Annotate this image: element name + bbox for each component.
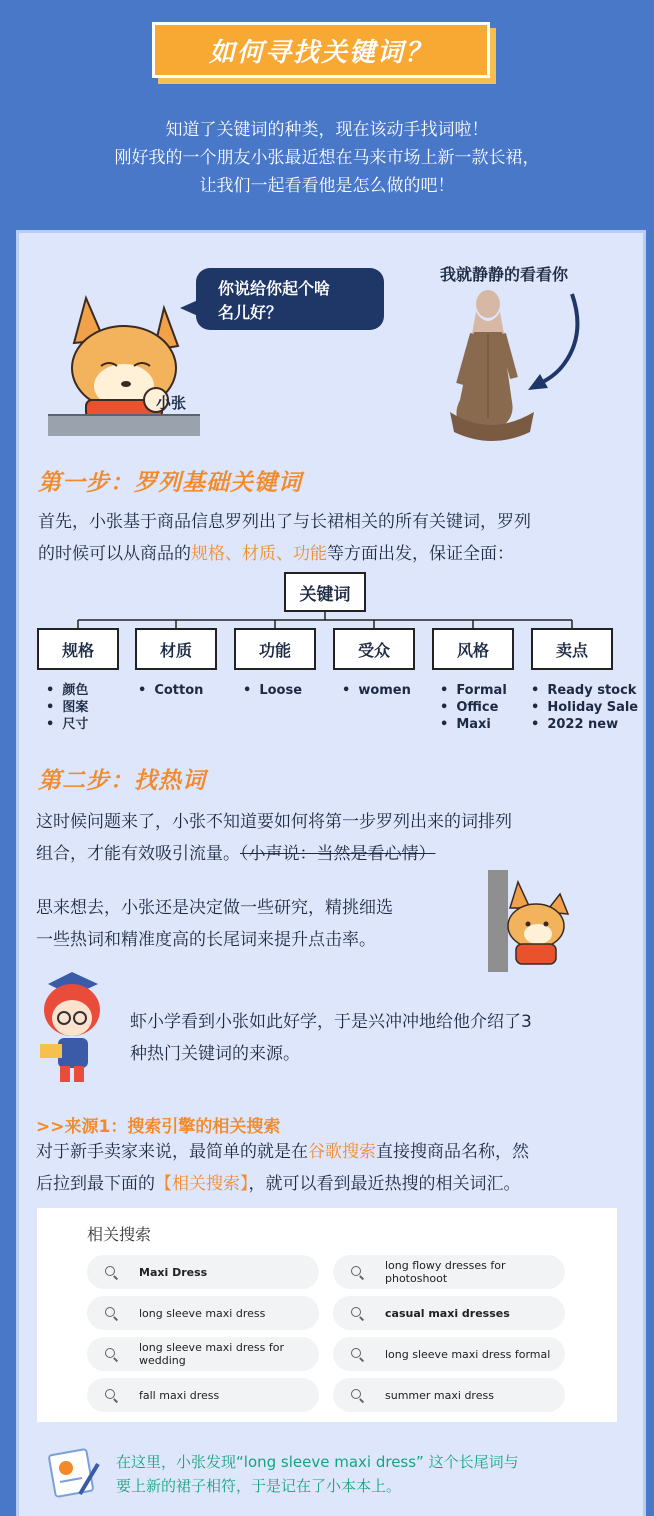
highlight-text: 【相关搜索】 [155,1174,249,1194]
source1-line [36,1168,646,1200]
step2-line: 虾小学看到小张如此好学，于是兴冲冲地给他介绍了3 [130,1012,532,1032]
chip-label: casual maxi dresses [385,1306,510,1320]
related-search-chip[interactable] [333,1378,565,1412]
category-items-audience [342,682,411,699]
category-items-style [440,682,507,733]
category-item: • Maxi [440,716,507,733]
text-span: ，就可以看到最近热搜的相关词汇。 [248,1174,521,1194]
step1-title: 第一步：罗列基础关键词 [38,470,302,496]
speech-bubble-line: 名儿好？ [218,303,283,322]
text-span: 的时候可以从商品的 [38,544,191,564]
chip-label: Maxi Dress [139,1265,208,1279]
source1-line [36,1136,646,1168]
category-node-selling-point: 卖点 [531,628,613,670]
text-span: 等方面出发，保证全面： [327,544,514,564]
strikethrough-aside: （小声说：当然是看心情） [240,844,436,864]
step2-paragraph-1 [36,806,636,870]
text-span: 直接搜商品名称，然 [376,1142,529,1162]
search-icon [351,1307,361,1317]
category-item: • 图案 [46,699,88,716]
chip-label: long sleeve maxi dress for wedding [139,1341,284,1367]
intro-line: 知道了关键词的种类，现在该动手找词啦！ [165,120,489,140]
step2-line [36,838,636,870]
related-searches-card [37,1208,617,1422]
keyword-tree-connectors [0,0,654,640]
chip-label: summer maxi dress [385,1388,494,1402]
chip-label: long sleeve maxi dress formal [385,1347,551,1361]
search-icon [351,1348,361,1358]
text-span: 后拉到最下面的 [36,1174,155,1194]
fox-peeking-illustration [486,868,582,974]
search-icon [105,1348,115,1358]
related-search-chip[interactable] [333,1337,565,1371]
related-search-chip[interactable] [87,1378,319,1412]
text-span: 对于新手卖家来说，最简单的就是在 [36,1142,308,1162]
step2-line: 这时候问题来了，小张不知道要如何将第一步罗列出来的词排列 [36,812,512,832]
search-icon [105,1307,115,1317]
related-searches-heading: 相关搜索 [87,1225,152,1244]
chip-label: fall maxi dress [139,1388,220,1402]
step2-line: 思来想去，小张还是决定做一些研究，精挑细选 [36,898,393,918]
intro-line: 刚好我的一个朋友小张最近想在马来市场上新一款长裙， [114,148,540,168]
category-item: • Cotton [138,682,203,699]
category-item: • Ready stock [531,682,638,699]
category-node-function: 功能 [234,628,316,670]
step2-paragraph-2 [36,892,486,956]
speech-bubble-line: 你说给你起个啥 [218,279,331,298]
source1-paragraph [36,1136,646,1200]
step2-line: 种热门关键词的来源。 [130,1044,300,1064]
category-items-material [138,682,203,699]
note-line: 要上新的裙子相符，于是记在了小本本上。 [116,1477,402,1495]
category-item: • 2022 new [531,716,638,733]
step2-paragraph-3 [130,1006,630,1070]
category-items-spec [46,682,88,733]
category-item: • 颜色 [46,682,88,699]
highlight-text: 谷歌搜索 [308,1142,376,1162]
mascot-xia-xiaoxue-illustration [38,966,108,1090]
chip-label: long sleeve maxi dress [139,1306,266,1320]
intro-line: 让我们一起看看他是怎么做的吧！ [199,176,455,196]
category-item: • Formal [440,682,507,699]
chip-label: long flowy dresses for photoshoot [385,1259,506,1285]
related-search-chip[interactable] [87,1337,319,1371]
text-span: 组合，才能有效吸引流量。 [36,844,240,864]
notebook-icon [46,1446,102,1500]
category-node-audience: 受众 [333,628,415,670]
related-search-chip[interactable] [87,1296,319,1330]
character-label: 小张 [156,394,187,412]
category-item: • Holiday Sale [531,699,638,716]
step1-line: 首先，小张基于商品信息罗列出了与长裙相关的所有关键词，罗列 [38,512,531,532]
category-item: • 尺寸 [46,716,88,733]
related-search-chip[interactable] [333,1296,565,1330]
category-node-spec: 规格 [37,628,119,670]
step2-title: 第二步：找热词 [38,768,206,794]
category-node-material: 材质 [135,628,217,670]
note-text [116,1450,519,1498]
highlight-text: 规格、材质、功能 [191,544,327,564]
search-icon [105,1266,115,1276]
search-icon [351,1389,361,1399]
note-line: 在这里，小张发现“long sleeve maxi dress” 这个长尾词与 [116,1453,519,1471]
page-title: 如何寻找关键词？ [208,37,433,68]
related-search-chip[interactable] [333,1255,565,1289]
source1-title: >>来源1：搜索引擎的相关搜索 [36,1117,281,1137]
category-items-function [243,682,302,699]
category-node-style: 风格 [432,628,514,670]
category-item: • women [342,682,411,699]
keyword-root-node: 关键词 [284,572,366,612]
category-items-selling-point [531,682,638,733]
step2-line: 一些热词和精准度高的长尾词来提升点击率。 [36,930,376,950]
search-icon [351,1266,361,1276]
category-item: • Loose [243,682,302,699]
search-icon [105,1389,115,1399]
watch-label: 我就静静的看看你 [440,265,569,284]
related-search-chip[interactable] [87,1255,319,1289]
category-item: • Office [440,699,507,716]
